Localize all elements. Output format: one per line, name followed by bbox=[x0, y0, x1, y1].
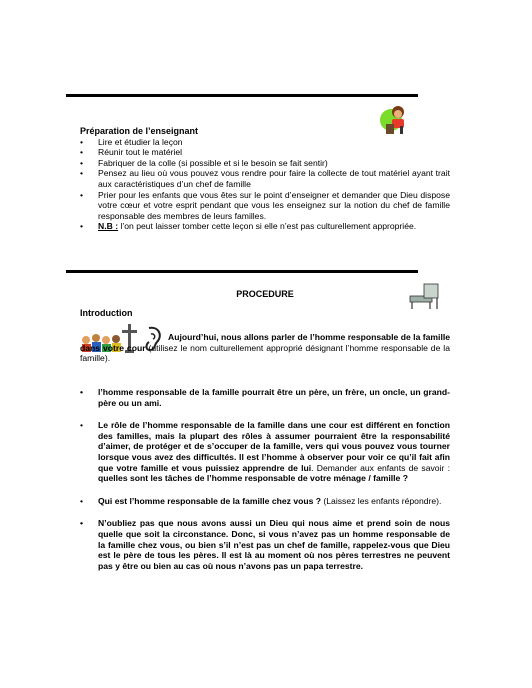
bullet-bold: Le rôle de l’homme responsable de la famille dans une cour est différent en fonction des familles, mais la plupart des rôles à assumer pourraient être la responsabilité d’aimer, de protéger et de s’occuper de la famille, vers qui vous pouvez vous tourner lorsque vous avez des difficultés. Il est l’homme à observer pour voir ce qu’il fait afin que votre famille et vous puissiez apprendre de lui bbox=[98, 420, 450, 473]
bullet-normal: . Demander aux enfants de savoir : bbox=[311, 462, 450, 473]
bullet-item: • l’homme responsable de la famille pourrait être un père, un frère, un oncle, un grand-père ou un ami. bbox=[80, 387, 450, 408]
prep-list bbox=[80, 137, 450, 232]
chair-icon bbox=[408, 282, 442, 310]
section-divider bbox=[66, 270, 418, 273]
nb-text: l’on peut laisser tomber cette leçon si elle n’est pas culturellement appropriée. bbox=[118, 221, 417, 232]
bullet-item: • N’oubliez pas que nous avons aussi un Dieu qui nous aime et prend soin de nous quelle que soit la circonstance. Donc, si vous n’avez pas un homme responsable de la famille chez vous, ou bien s’il n’est pas un chef de famille, rappelez-vous que Dieu est le père de tous les pères. Il est là au moment où nos pères terrestres ne peuvent pas y être ou bien au cas où nous n’avons pas un papa terrestre. bbox=[80, 518, 450, 571]
bullet-bold: quelles sont les tâches de l’homme responsable de votre ménage / famille ? bbox=[98, 473, 408, 484]
prep-title: Préparation de l’enseignant bbox=[80, 126, 199, 136]
top-divider bbox=[66, 94, 418, 97]
prep-item: • Fabriquer de la colle (si possible et si le besoin se fait sentir) bbox=[80, 158, 450, 169]
intro-paragraph bbox=[80, 332, 450, 364]
nb-label: N.B : bbox=[98, 221, 119, 232]
procedure-title: PROCEDURE bbox=[236, 289, 294, 299]
prep-item: • Prier pour les enfants que vous êtes sur le point d’enseigner et demander que Dieu dispose votre cœur et votre esprit pendant que vous les enseignez sur la notion du chef de famille responsable des membres de leurs familles. bbox=[80, 190, 450, 222]
intro-title: Introduction bbox=[80, 308, 133, 318]
teacher-preparation bbox=[80, 126, 450, 232]
prep-item: • Pensez au lieu où vous pouvez vous rendre pour faire la collecte de tout matériel ayant trait aux caractéristiques d’un chef de famille bbox=[80, 168, 450, 189]
procedure-bullets bbox=[80, 387, 450, 583]
bullet-bold: Qui est l’homme responsable de la famille chez vous ? bbox=[98, 495, 322, 506]
intro-bold: Aujourd’hui, nous allons parler de l’homme responsable de la famille dans votre cour bbox=[80, 332, 450, 353]
bullet-item bbox=[80, 496, 450, 507]
prep-item: • Lire et étudier la leçon bbox=[80, 137, 450, 148]
prep-item: • Réunir tout le matériel bbox=[80, 147, 450, 158]
bullet-normal: (Laissez les enfants répondre). bbox=[321, 495, 442, 506]
bullet-item bbox=[80, 420, 450, 484]
intro-normal: (utilisez le nom culturellement approprié désignant l’homme responsable de la famille). bbox=[80, 342, 450, 364]
prep-item-nb bbox=[80, 221, 450, 232]
